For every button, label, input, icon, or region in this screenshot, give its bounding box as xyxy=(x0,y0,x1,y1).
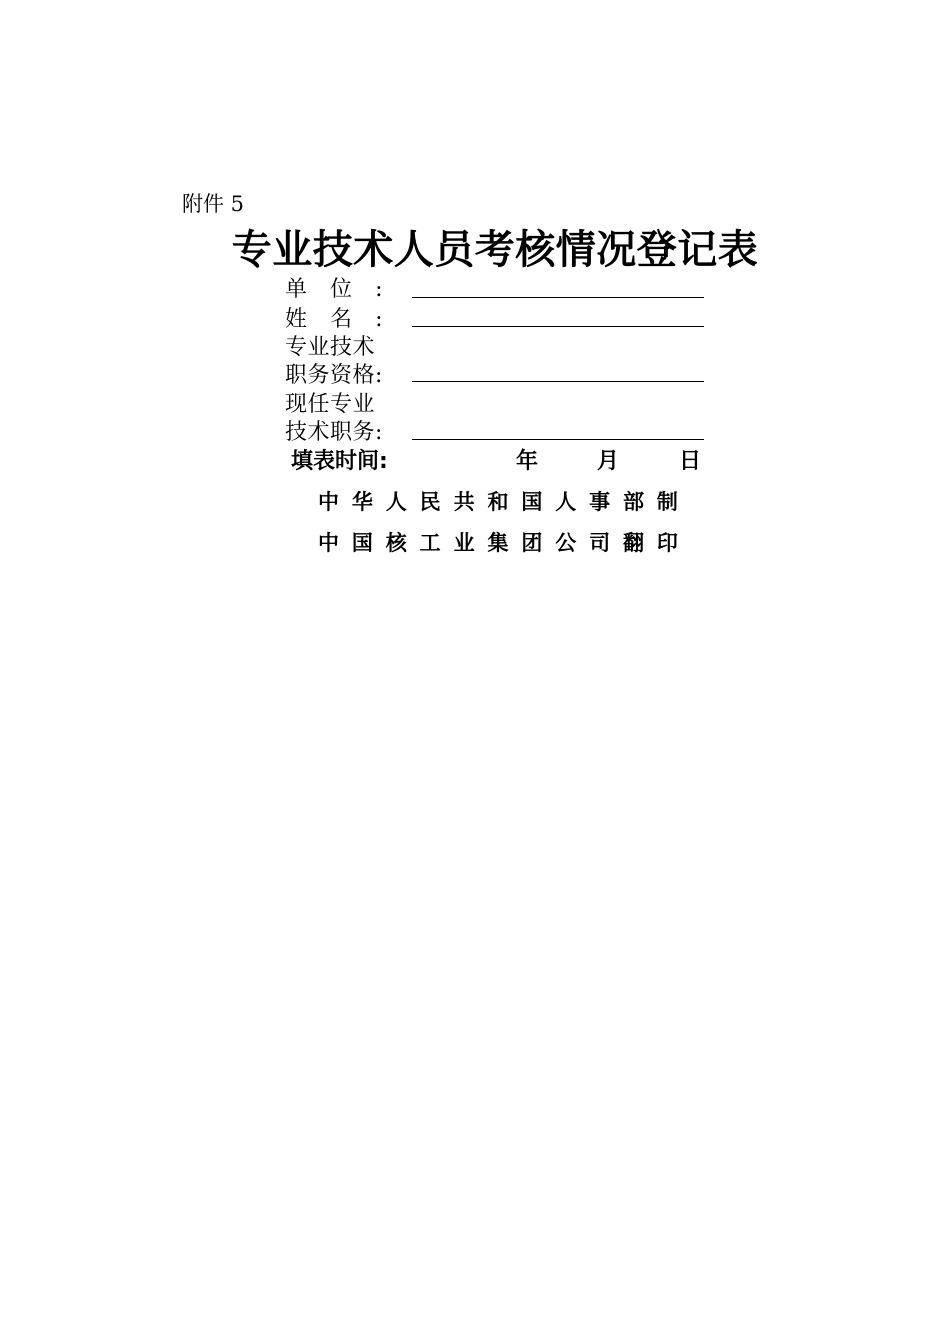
name-field-line[interactable] xyxy=(412,326,704,327)
unit-label-spread xyxy=(285,272,383,303)
issuer-char: 中 xyxy=(318,490,339,514)
name-label-right: 名: xyxy=(330,307,383,332)
reprinter-line xyxy=(318,527,678,557)
unit-label xyxy=(285,272,383,303)
issuer-char: 华 xyxy=(351,490,373,514)
unit-label-left: 单 xyxy=(285,277,331,302)
position-label-line1: 现任专业 xyxy=(285,392,376,417)
name-label-left: 姓 xyxy=(285,307,331,332)
reprinter-char: 印 xyxy=(656,531,678,555)
qualification-field-line[interactable] xyxy=(412,381,704,382)
reprinter-char: 团 xyxy=(521,531,543,555)
issuer-char: 制 xyxy=(656,490,678,514)
issuer-char: 部 xyxy=(623,490,645,514)
day-label: 日 xyxy=(679,449,702,474)
position-field-line[interactable] xyxy=(412,439,704,440)
issuer-char: 事 xyxy=(589,490,611,514)
name-label-spread xyxy=(285,302,383,333)
fill-time-label: 填表时间: xyxy=(291,449,388,474)
reprinter-char: 中 xyxy=(318,531,339,555)
issuer-char: 人 xyxy=(385,490,407,514)
reprinter-char: 国 xyxy=(351,531,373,555)
reprinter-char: 司 xyxy=(589,531,611,555)
issuer-char: 民 xyxy=(419,490,441,514)
reprinter-char: 集 xyxy=(487,531,509,555)
issuer-char: 国 xyxy=(521,490,543,514)
reprinter-char: 工 xyxy=(419,531,441,555)
issuer-char: 共 xyxy=(453,490,475,514)
page-title: 专业技术人员考核情况登记表 xyxy=(231,227,759,273)
attachment-label: 附件 5 xyxy=(182,192,245,216)
qualification-label-line1: 专业技术 xyxy=(285,335,376,360)
qualification-label-line2: 职务资格: xyxy=(285,363,383,388)
issuer-char: 和 xyxy=(487,490,509,514)
unit-field-line[interactable] xyxy=(412,297,704,298)
position-label-line2: 技术职务: xyxy=(285,420,383,445)
issuer-char: 人 xyxy=(555,490,577,514)
unit-label-right: 位: xyxy=(330,277,383,302)
month-label: 月 xyxy=(597,449,620,474)
reprinter-char: 翻 xyxy=(623,531,645,555)
reprinter-char: 核 xyxy=(385,531,407,555)
issuer-line xyxy=(318,486,678,516)
name-label xyxy=(285,302,383,333)
reprinter-char: 业 xyxy=(453,531,475,555)
year-label: 年 xyxy=(516,449,539,474)
reprinter-char: 公 xyxy=(555,531,577,555)
